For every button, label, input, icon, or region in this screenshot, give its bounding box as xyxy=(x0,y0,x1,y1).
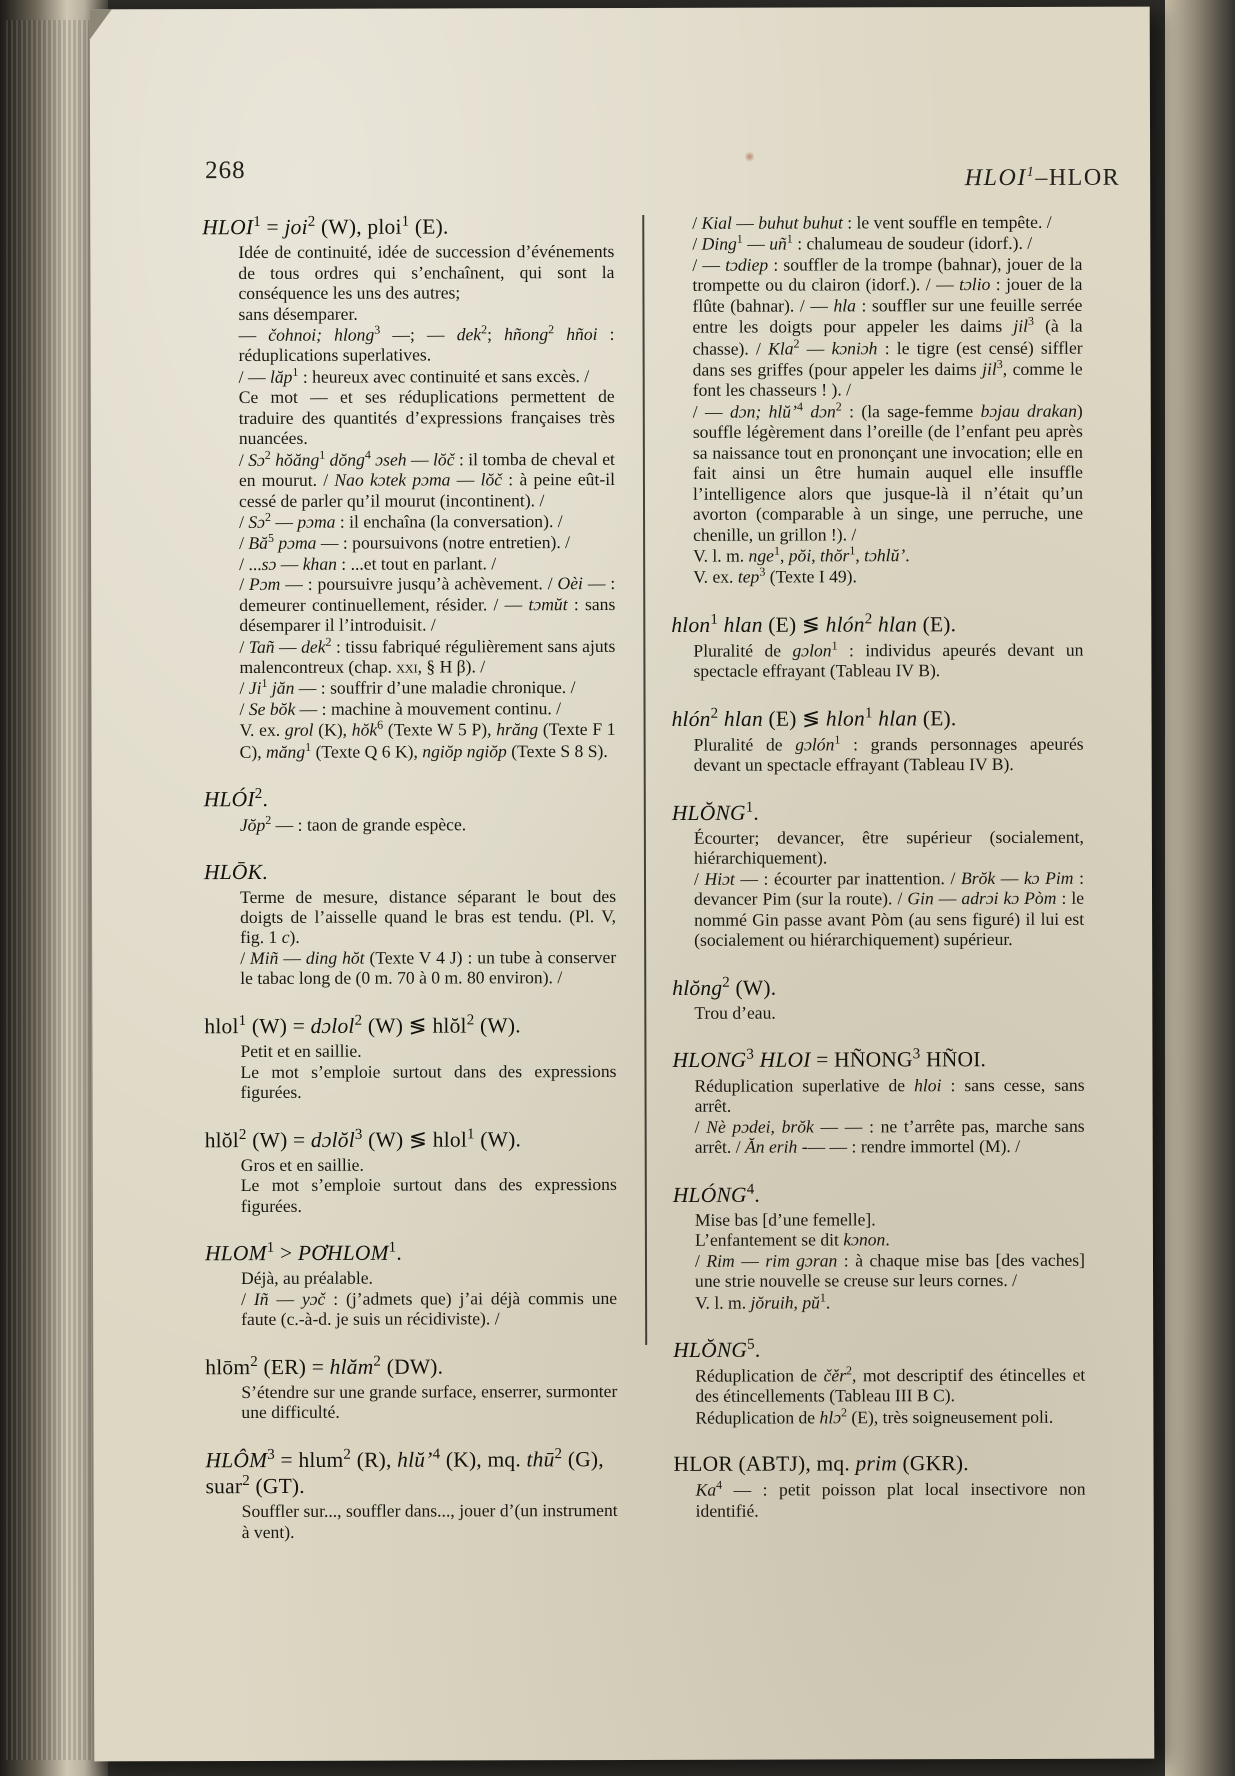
dictionary-entry xyxy=(205,1446,617,1542)
entry-sense-text: Pluralité de gɔlon$^1$ : individus apeurés devant un spectacle effrayant (Tableau IV B). xyxy=(693,638,1084,682)
entry-sense-text: V. l. m. nge$^1$, pŏi, thŏr$^1$, tɔhlŭ’. xyxy=(693,543,910,566)
entry-sense-text: Trou d’eau. xyxy=(694,1002,776,1023)
entry-sense-text: / — dɔn; hlŭ’$^4$ dɔn$^2$ : (la sage-femme bɔjau drakan) souffle légèrement dans l’oreille (de l’enfant peu après sa naissance tout en prononçant une invocation; elle en fait ainsi un être humain auquel elle insuffle l’intelligence alors que jusque-là il n’était qu’un avorton (comparable à un singe, une perruche, une chenille, un grillon !). / xyxy=(692,399,1084,545)
entry-sense-text: / Rim — rim gɔran : à chaque mise bas [des vaches] une strie nouvelle se creuse sur leurs cornes. / xyxy=(694,1249,1086,1291)
entry-spacer xyxy=(671,596,1083,612)
right-page-edge xyxy=(1165,0,1235,1776)
entry-sense-text: Écourter; devancer, être supérieur (socialement, hiérarchiquement). xyxy=(693,826,1084,869)
entry-headword: $HLOM^1$ > $PƠHLOM^1$. xyxy=(204,1239,402,1266)
entry-headword: $HLOI^1 = joi^2$ (W), ploi$^1$ (E). xyxy=(202,213,449,240)
entry-headword: hlol$^1$ (W) = dɔlol$^2$ (W) ≶ hlŏl$^2$ (W). xyxy=(204,1012,521,1039)
entry-sense-text: Idée de continuité, idée de succession d’événements de tous ordres qui s’enchaînent, qui sont la conséquence les uns des autres; xyxy=(238,241,615,304)
entry-sense-text: / Kial — buhut buhut : le vent souffle en tempête. / xyxy=(692,211,1052,233)
entry-sense-text: V. ex. tep$^3$ (Texte I 49). xyxy=(693,565,857,588)
entry-sense-text: Ka$^4$ — : petit poisson plat local insectivore non identifié. xyxy=(695,1478,1086,1521)
entry-headword: HLŎNG$^5$. xyxy=(673,1336,761,1362)
entry-spacer xyxy=(671,690,1083,706)
entry-spacer xyxy=(673,1436,1085,1452)
entry-sense-text: / Sɔ$^2$ — pɔma : il enchaîna (la conversation). / xyxy=(239,509,563,532)
page-sheet xyxy=(90,7,1155,1762)
entry-spacer xyxy=(206,1550,618,1566)
entry-sense-text: — čohnoi; hlong$^3$ —; — dek$^2$; hñong$^2$ hñoi : réduplications superlatives. xyxy=(238,322,615,366)
entry-sense-text: Mise bas [d’une femelle]. xyxy=(694,1208,876,1230)
entry-spacer xyxy=(673,1321,1085,1337)
entry-sense-text: / Tañ — dek$^2$ : tissu fabriqué régulièrement sans ajuts malencontreux (chap. xxi, § H β). / xyxy=(239,634,616,678)
entry-sense-text: Déjà, au préalable. xyxy=(241,1267,373,1289)
entry-sense-text: / Pɔm — : poursuivre jusqu’à achèvement. / Oèi — : demeurer continuellement, résider. / — tɔmŭt : sans désemparer il l’introduisit. / xyxy=(239,573,616,636)
entry-spacer xyxy=(674,1529,1086,1545)
entry-sense-text: sans désemparer. xyxy=(238,303,358,324)
dictionary-entry xyxy=(672,798,1084,950)
dictionary-entry xyxy=(672,974,1084,1024)
dictionary-entry xyxy=(672,705,1084,776)
entry-sense-text: Réduplication de čěr$^2$, mot descriptif des étincelles et des étincellements (Tableau III B C). xyxy=(695,1363,1086,1407)
right-text-column xyxy=(670,212,1085,1545)
entry-spacer xyxy=(204,770,616,786)
entry-sense-text: V. ex. grol (K), hŏk$^6$ (Texte W 5 P), hrăng (Texte F 1 C), măng$^1$ (Texte Q 6 K), ngiŏp ngiŏp (Texte S 8 S). xyxy=(239,717,616,762)
entry-headword: HLÓI$^2$. xyxy=(203,785,269,812)
dictionary-entry xyxy=(204,1012,616,1103)
entry-sense-text: / Nè pɔdei, brŏk — — : ne t’arrête pas, marche sans arrêt. / Ăn erih -— — : rendre immortel (M). / xyxy=(694,1115,1085,1157)
entry-headword: HLÓNG$^4$. xyxy=(672,1181,761,1207)
entry-spacer xyxy=(672,783,1084,799)
dictionary-entry xyxy=(673,1336,1085,1428)
entry-spacer xyxy=(672,959,1084,975)
entry-sense-text: Le mot s’emploie surtout dans des expressions figurées. xyxy=(240,1174,617,1216)
entry-headword: hlōm$^2$ (ER) = hlăm$^2$ (DW). xyxy=(205,1353,444,1379)
entry-headword: hlón$^2$ hlan (E) ≶ hlon$^1$ hlan (E). xyxy=(671,705,957,731)
dictionary-entry xyxy=(205,1353,617,1423)
entry-headword: HLŎNG$^1$. xyxy=(671,799,760,825)
dictionary-entry xyxy=(673,1451,1085,1521)
entry-sense-text: / Miñ — ding hŏt (Texte V 4 J) : un tube à conserver le tabac long de (0 m. 70 à 0 m. 80 environ). / xyxy=(240,946,617,989)
entry-spacer xyxy=(204,844,616,860)
entry-sense-text: / Iñ — yɔč : (j’admets que) j’ai déjà commis une faute (c.-à-d. je suis un récidiviste). / xyxy=(241,1287,618,1330)
running-head-right: HLOR xyxy=(1048,164,1121,191)
entry-sense-text: Jŏp$^2$ — : taon de grande espèce. xyxy=(239,813,467,836)
entry-spacer xyxy=(205,1111,617,1127)
dictionary-entry xyxy=(205,1239,617,1330)
text-columns xyxy=(202,211,1115,1542)
entry-sense-text: Souffler sur..., souffler dans..., jouer d’(un instrument à vent). xyxy=(241,1500,618,1542)
left-text-column xyxy=(202,213,618,1566)
entry-sense-text: / Se bŏk — : machine à mouvement continu. / xyxy=(239,697,562,719)
page-number: 268 xyxy=(205,156,246,185)
entry-headword: hlon$^1$ hlan (E) ≶ hlón$^2$ hlan (E). xyxy=(671,611,957,637)
dictionary-entry xyxy=(202,213,615,762)
column-divider-rule xyxy=(642,215,647,1345)
running-head-left-superscript: 1 xyxy=(1026,164,1036,180)
entry-sense-text: L’enfantement se dit kɔnon. xyxy=(694,1229,890,1250)
entry-sense-text: / — lăp$^1$ : heureux avec continuité et sans excès. / xyxy=(238,364,590,387)
dictionary-entry xyxy=(671,611,1083,682)
entry-sense-text: / Sɔ$^2$ hŏăng$^1$ dŏng$^4$ ɔseh — lŏč : il tomba de cheval et en mourut. / Nao kɔtek pɔma — lŏč : à peine eût-il cessé de parler qu’il mourut (incontinent). / xyxy=(238,447,615,511)
entry-sense-text: Réduplication de hlɔ$^2$ (E), très soigneusement poli. xyxy=(695,1405,1054,1428)
entry-sense-text: Pluralité de gɔlón$^1$ : grands personnages apeurés devant un spectacle effrayant (Tableau IV B). xyxy=(693,732,1084,776)
page-edges-stack xyxy=(6,20,92,1760)
entry-sense-text: Ce mot — et ses réduplications permettent de traduire des quantités d’expressions françaises très nuancées. xyxy=(238,386,615,449)
dictionary-entry xyxy=(670,212,1083,588)
dictionary-entry xyxy=(204,785,616,836)
dictionary-entry xyxy=(205,1126,617,1217)
entry-headword: HLOR (ABTJ), mq. prim (GKR). xyxy=(673,1451,969,1477)
entry-headword: hlŏng$^2$ (W). xyxy=(672,974,777,1000)
entry-headword: HLONG$^3$ HLOI = $HÑONG^3$ HÑOI. xyxy=(672,1046,987,1073)
running-head-left: HLOI xyxy=(964,164,1027,192)
entry-sense-text: / $Bă^5$ pɔma — : poursuivons (notre entretien). / xyxy=(239,531,571,554)
entry-sense-text: Réduplication superlative de hloi : sans cesse, sans arrêt. xyxy=(694,1074,1085,1116)
entry-sense-text: / — tɔdiep : souffler de la trompe (bahnar), jouer de la trompette ou du clairon (idorf.). / — tɔlio : jouer de la flûte (bahnar). / — hla : souffler sur une feuille serrée entre les doigts pour appeler les daims jil$^3$ (à la chasse). / Kla$^2$ — kɔniɔh : le tigre (est censé) siffler dans ses griffes (pour appeler les daims jil$^3$, comme le font les chasseurs ! ). / xyxy=(692,253,1083,401)
entry-spacer xyxy=(673,1165,1085,1181)
entry-sense-text: / Ji$^1$ jăn — : souffrir d’une maladie chronique. / xyxy=(239,676,576,699)
entry-sense-text: / Hiɔt — : écourter par inattention. / Brŏk — kɔ Pim : devancer Pim (sur la route). / Gin — adrɔi kɔ Pòm : le nommé Gin passe avant Pòm (au sens figuré) il lui est (socialement ou hiérarchiquement) supérieur. xyxy=(693,867,1085,951)
entry-headword: HLŌK. xyxy=(203,859,268,884)
entry-headword: $HLÔM^3$ = hlum$^2$ (R), hlŭ’$^4$ (K), mq. thū$^2$ (G), suar$^2$ (GT). xyxy=(205,1446,604,1499)
ink-stain xyxy=(745,151,754,163)
running-head-separator: – xyxy=(1035,164,1049,191)
running-head xyxy=(965,165,1120,192)
entry-spacer xyxy=(205,1431,617,1447)
entry-spacer xyxy=(205,1224,617,1240)
dictionary-entry xyxy=(204,859,616,990)
entry-headword: hlŏl$^2$ (W) = dɔlŏl$^3$ (W) ≶ hlol$^1$ (W). xyxy=(204,1125,522,1152)
entry-spacer xyxy=(204,997,616,1013)
entry-sense-text: / ...sɔ — khan : ...et tout en parlant. / xyxy=(239,553,497,574)
entry-sense-text: Le mot s’emploie surtout dans des expressions figurées. xyxy=(240,1060,617,1103)
entry-sense-text: Petit et en saillie. xyxy=(240,1040,362,1062)
dictionary-entry xyxy=(673,1180,1085,1313)
entry-spacer xyxy=(205,1338,617,1354)
dictionary-entry xyxy=(672,1046,1084,1157)
corner-fold xyxy=(90,9,112,39)
entry-sense-text: / Ding$^1$ — $uñ^1$ : chalumeau de soudeur (idorf.). / xyxy=(692,232,1033,255)
entry-sense-text: V. l. m. jŏruih, $pŭ^1$. xyxy=(695,1290,831,1313)
entry-sense-text: Gros et en saillie. xyxy=(240,1154,364,1175)
entry-sense-text: S’étendre sur une grande surface, enserrer, surmonter une difficulté. xyxy=(241,1380,618,1423)
entry-sense-text: Terme de mesure, distance séparant le bout des doigts de l’aisselle quand le bras est tendu. (Pl. V, fig. 1 c). xyxy=(240,885,617,948)
entry-spacer xyxy=(672,1031,1084,1047)
